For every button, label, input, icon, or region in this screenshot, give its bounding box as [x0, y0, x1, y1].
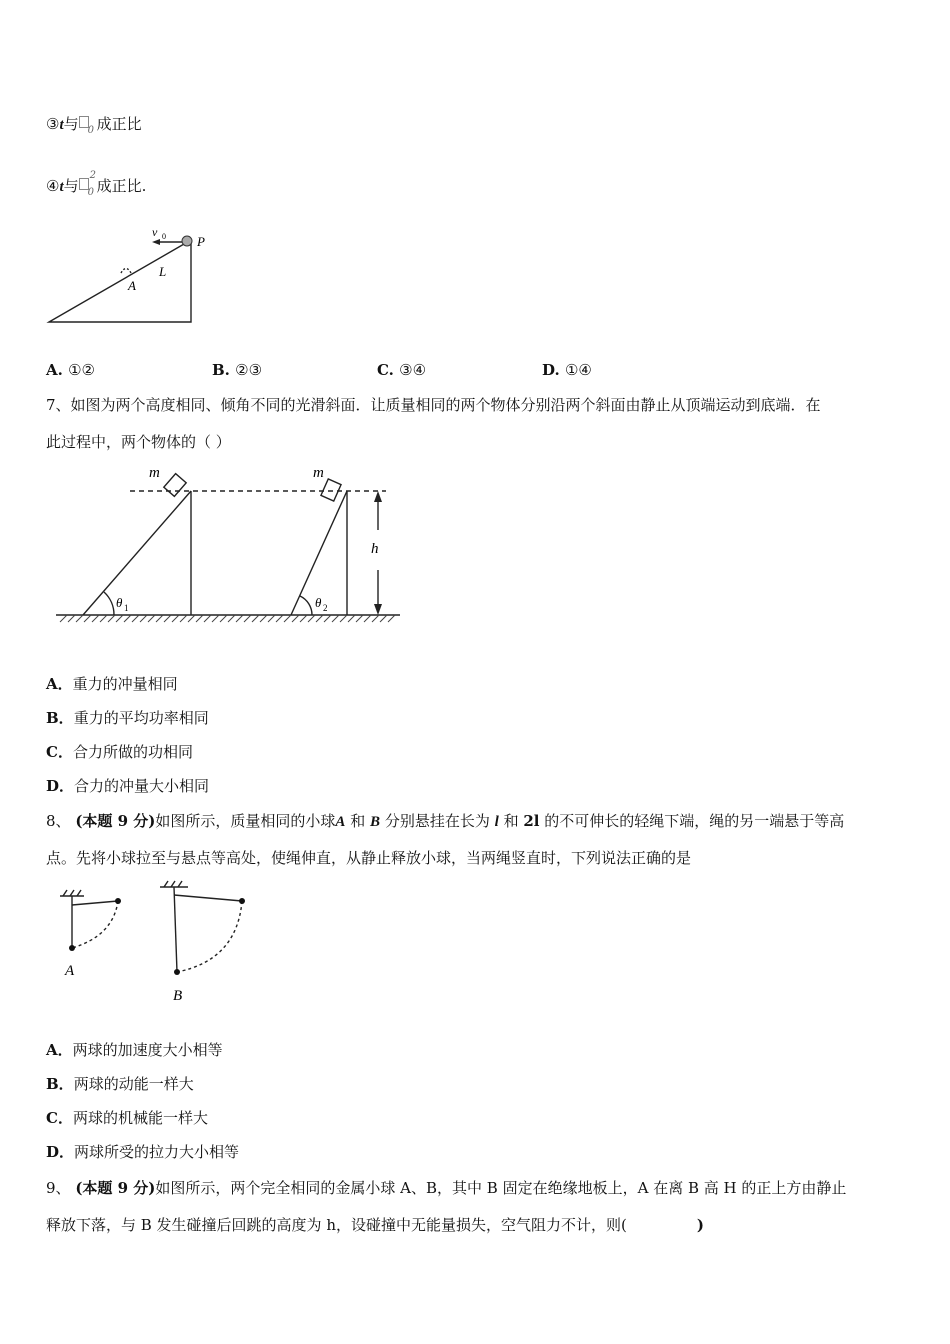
q9-score: (本题 9 分) — [75, 1179, 156, 1197]
marker-3: ③ — [46, 115, 60, 133]
q8-number: 8、 — [46, 812, 71, 830]
ball-a — [69, 945, 75, 951]
label-theta-1: θ — [116, 595, 123, 610]
prev-choice-c[interactable]: C. ③④ — [377, 361, 427, 379]
text-yu: 与 — [63, 115, 79, 133]
q7-choice-a[interactable]: A．重力的冲量相同 — [46, 675, 178, 693]
q7-choice-d[interactable]: D．合力的冲量大小相同 — [46, 777, 210, 795]
string-b-horizontal — [174, 895, 242, 901]
prev-choice-d[interactable]: D. ①④ — [542, 361, 592, 379]
label-theta-2-sub: 2 — [323, 603, 328, 613]
path-a — [72, 901, 118, 948]
label-a: A — [65, 963, 75, 979]
label-a: A — [128, 278, 136, 293]
label-p: P — [197, 234, 205, 249]
marker-4: ④ — [46, 177, 60, 195]
q8-score: (本题 9 分) — [75, 812, 156, 830]
label-m-1: m — [149, 465, 160, 481]
var-t: t — [59, 117, 64, 133]
q7-choice-c[interactable]: C．合力所做的功相同 — [46, 743, 193, 761]
statement-4-tail: 成正比. — [96, 177, 147, 195]
var-t: t — [59, 179, 64, 195]
ball-a-start — [115, 898, 121, 904]
q8-line-2: 点。先将小球拉至与悬点等高处，使绳伸直，从静止释放小球，当两绳竖直时，下列说法正确的是 — [46, 849, 692, 867]
label-v0: v — [152, 225, 158, 239]
path-b — [177, 901, 242, 972]
v0-squared-symbol: 0 2 — [79, 176, 97, 196]
ball-b — [174, 969, 180, 975]
prev-choice-a[interactable]: A. ①② — [46, 361, 96, 379]
q9-line-2: 释放下落，与 B 发生碰撞后回跳的高度为 h，设碰撞中无能量损失，空气阻力不计，则( ) — [46, 1216, 704, 1234]
q8-choice-a[interactable]: A．两球的加速度大小相等 — [46, 1041, 223, 1059]
label-l: L — [159, 264, 167, 279]
label-m-2: m — [313, 465, 324, 481]
q8-choice-c[interactable]: C．两球的机械能一样大 — [46, 1109, 208, 1127]
label-theta-2: θ — [315, 595, 322, 610]
label-b: B — [173, 988, 183, 1004]
label-h: h — [371, 541, 379, 557]
string-a-horizontal — [72, 901, 118, 905]
q8-choice-d[interactable]: D．两球所受的拉力大小相等 — [46, 1143, 240, 1161]
q8-choice-b[interactable]: B．两球的动能一样大 — [46, 1075, 194, 1093]
q8-line-1: 8、 (本题 9 分)如图所示，质量相同的小球A 和 B 分别悬挂在长为 l 和 2l 的不可伸长的轻绳下端，绳的另一端悬于等高 — [46, 812, 845, 830]
q9-line-1: 9、 (本题 9 分)如图所示，两个完全相同的金属小球 A、B，其中 B 固定在绝缘地板上，A 在离 B 高 H 的正上方由静止 — [46, 1179, 847, 1197]
prev-choice-b[interactable]: B. ②③ — [212, 361, 263, 379]
ball-b-start — [239, 898, 245, 904]
q9-number: 9、 — [46, 1179, 71, 1197]
label-theta-1-sub: 1 — [124, 603, 129, 613]
q7-choice-b[interactable]: B．重力的平均功率相同 — [46, 709, 209, 727]
q7-line-2: 此过程中，两个物体的（ ） — [46, 433, 231, 451]
text-yu: 与 — [63, 177, 79, 195]
v0-symbol: 0 — [79, 114, 97, 134]
statement-3-tail: 成正比 — [96, 115, 142, 133]
q7-line-1: 7、如图为两个高度相同、倾角不同的光滑斜面．让质量相同的两个物体分别沿两个斜面由静止从顶端运动到底端．在 — [46, 396, 821, 414]
string-b-vertical — [174, 887, 177, 972]
label-v0-sub: 0 — [162, 232, 166, 241]
